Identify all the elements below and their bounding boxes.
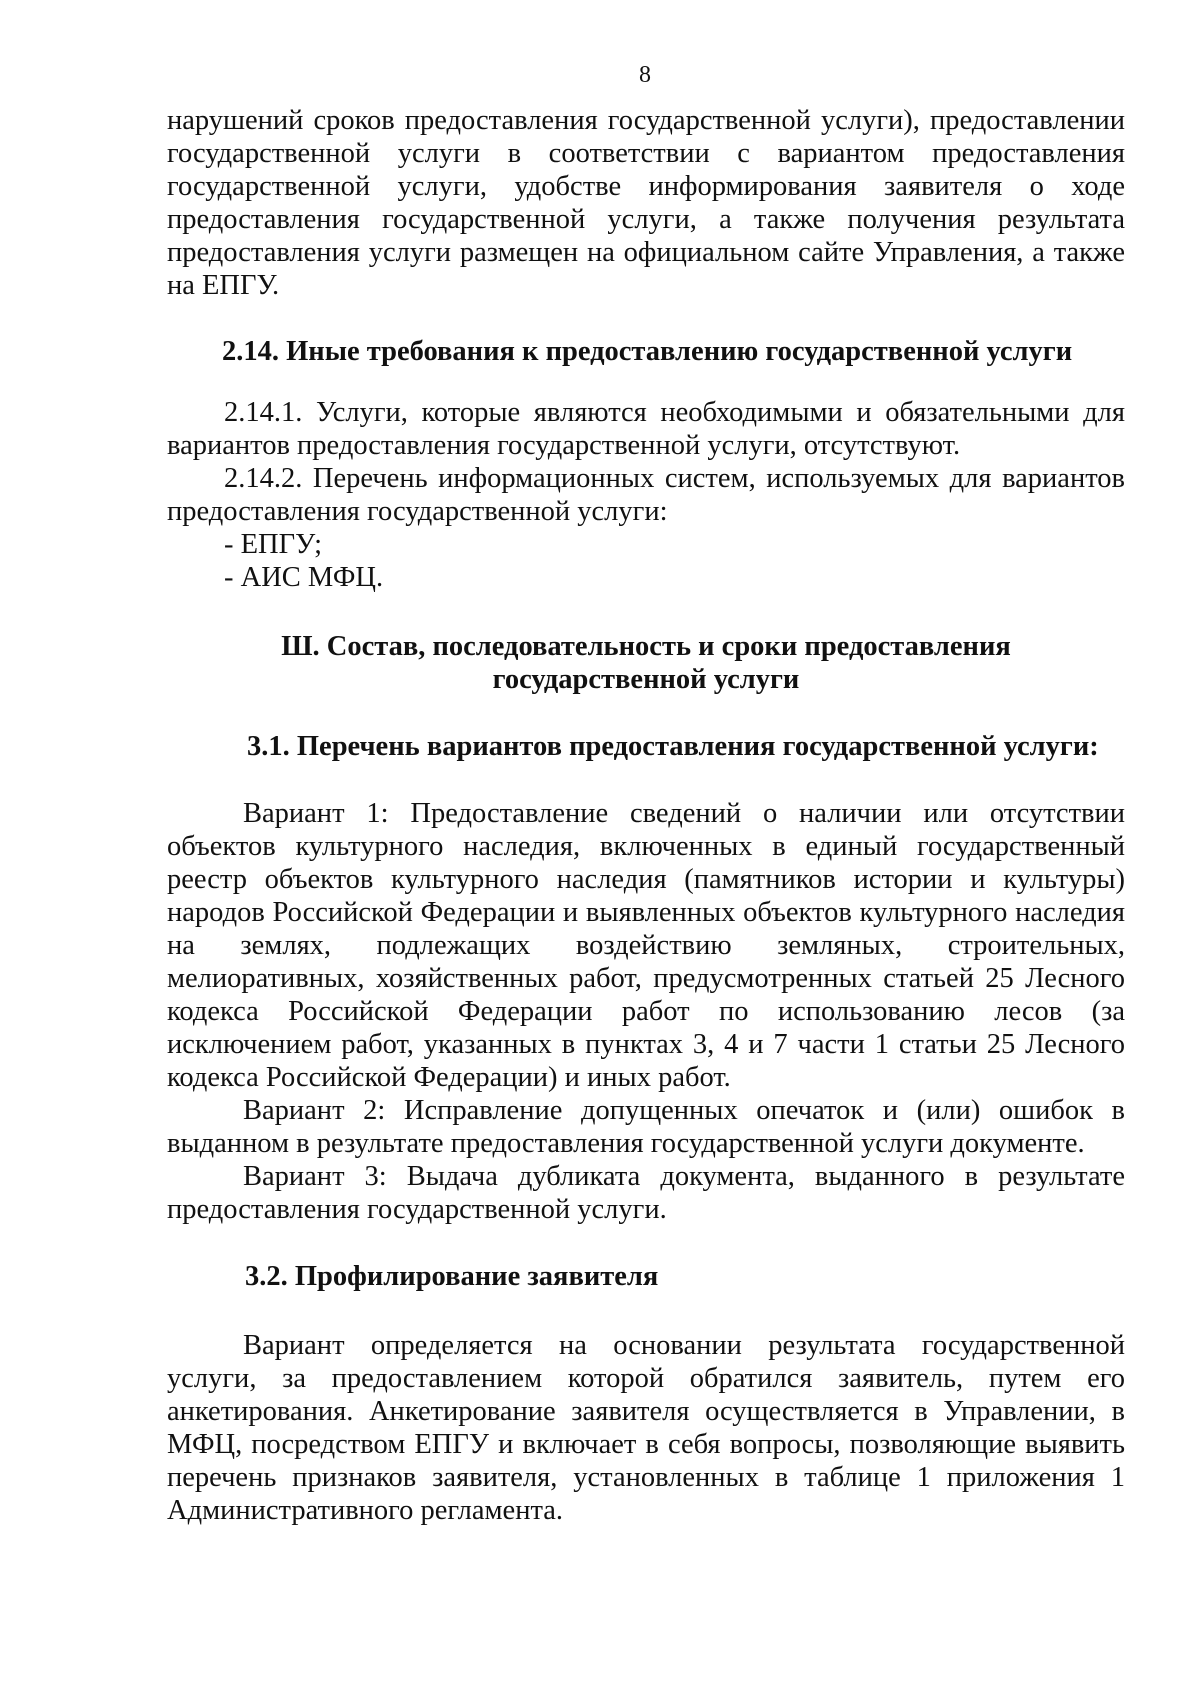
page-content bbox=[167, 104, 1125, 1527]
section-2-14-heading: 2.14. Иные требования к предоставлению государственной услуги bbox=[222, 336, 1073, 367]
page-number: 8 bbox=[639, 62, 651, 88]
variant-1-paragraph: Вариант 1: Предоставление сведений о наличии или отсутствии объектов культурного наследия, включенных в единый государственный реестр объектов культурного наследия (памятников истории и культуры) народов Российской Федерации и выявленных объектов культурного наследия на землях, подлежащих воздействию земляных, строительных, мелиоративных, хозяйственных работ, предусмотренных статьей 25 Лесного кодекса Российской Федерации работ по использованию лесов (за исключением работ, указанных в пунктах 3, 4 и 7 части 1 статьи 25 Лесного кодекса Российской Федерации) и иных работ. bbox=[167, 798, 1125, 1093]
section-3-2-heading: 3.2. Профилирование заявителя bbox=[245, 1261, 659, 1292]
section-2-14-2-paragraph: 2.14.2. Перечень информационных систем, используемых для вариантов предоставления государственной услуги: bbox=[167, 463, 1125, 527]
section-3-heading-line2: государственной услуги bbox=[492, 664, 800, 695]
list-item-epgu: - ЕПГУ; bbox=[224, 529, 323, 560]
section-3-2-paragraph: Вариант определяется на основании результата государственной услуги, за предоставлением которой обратился заявитель, путем его анкетирования. Анкетирование заявителя осуществляется в Управлении, в МФЦ, посредством ЕПГУ и включает в себя вопросы, позволяющие выявить перечень признаков заявителя, установленных в таблице 1 приложения 1 Административного регламента. bbox=[167, 1330, 1125, 1526]
variant-2-paragraph: Вариант 2: Исправление допущенных опечаток и (или) ошибок в выданном в результате предоставления государственной услуги документе. bbox=[167, 1095, 1125, 1159]
section-3-heading-line1: Ш. Состав, последовательность и сроки предоставления bbox=[281, 631, 1011, 662]
list-item-ais-mfc: - АИС МФЦ. bbox=[224, 562, 384, 593]
section-3-heading bbox=[167, 630, 1125, 696]
section-2-14-1-paragraph: 2.14.1. Услуги, которые являются необходимыми и обязательными для вариантов предоставления государственной услуги, отсутствуют. bbox=[167, 397, 1125, 461]
section-3-1-heading: 3.1. Перечень вариантов предоставления государственной услуги: bbox=[247, 731, 1099, 762]
variant-3-paragraph: Вариант 3: Выдача дубликата документа, выданного в результате предоставления государственной услуги. bbox=[167, 1161, 1125, 1225]
intro-paragraph: нарушений сроков предоставления государственной услуги), предоставлении государственной услуги в соответствии с вариантом предоставления государственной услуги, удобстве информирования заявителя о ходе предоставления государственной услуги, а также получения результата предоставления услуги размещен на официальном сайте Управления, а также на ЕПГУ. bbox=[167, 105, 1125, 301]
